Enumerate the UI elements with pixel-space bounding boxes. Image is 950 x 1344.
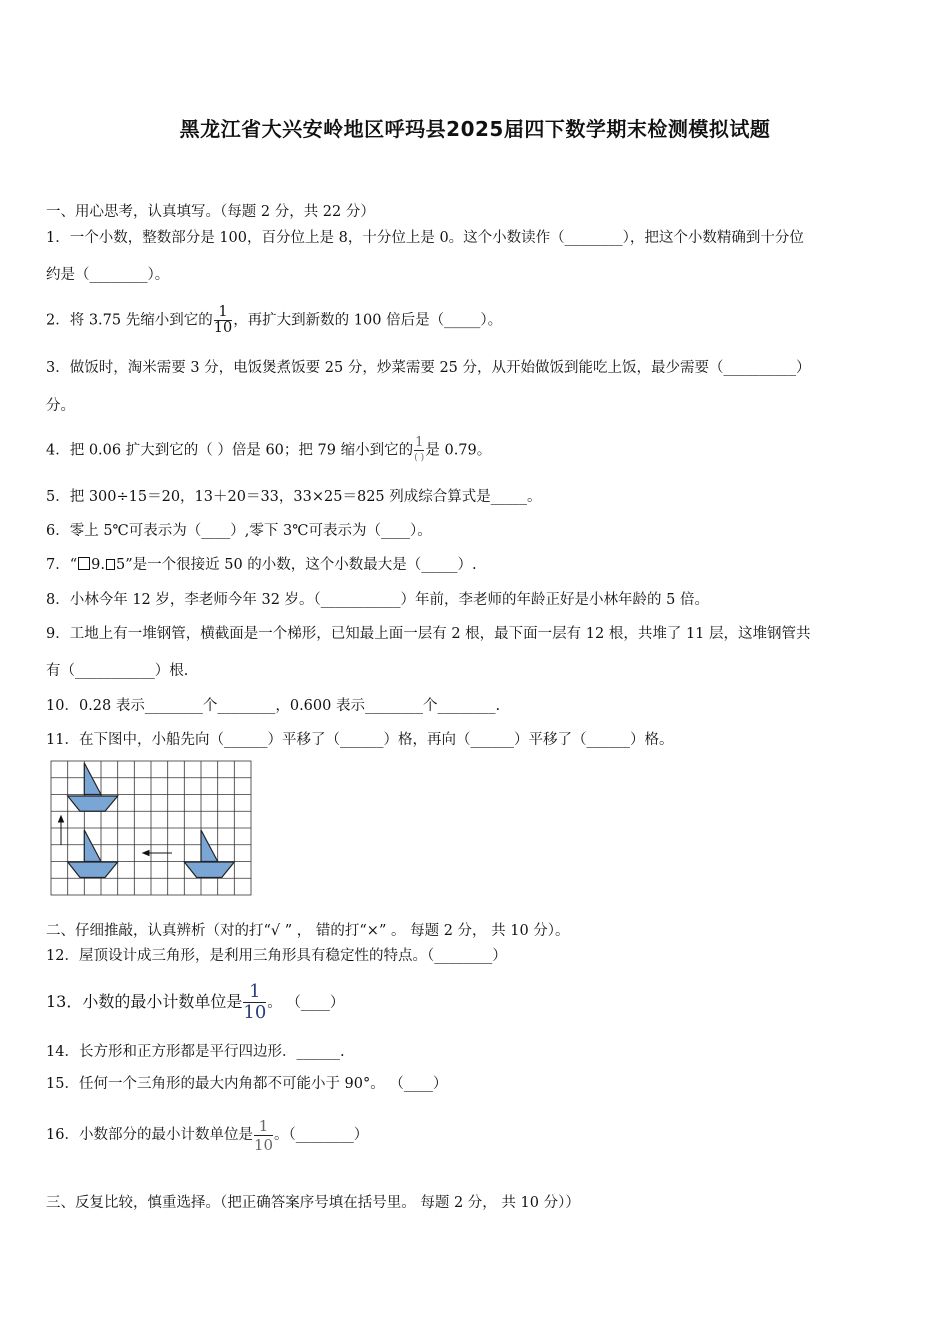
question-3-line2: 分。	[46, 398, 75, 414]
question-12: 12．屋顶设计成三角形，是利用三角形具有稳定性的特点。（________）	[46, 948, 507, 964]
question-3-line1: 3．做饭时，淘米需要 3 分，电饭煲煮饭要 25 分，炒菜需要 25 分，从开始做饭到能吃上饭，最少需要（__________）	[46, 360, 811, 376]
question-2-post: ，再扩大到新数的 100 倍后是（_____）。	[233, 312, 503, 329]
question-4	[46, 435, 491, 466]
question-4-pre: 4．把 0.06 扩大到它的（ ）倍是 60；把 79 缩小到它的	[46, 442, 414, 459]
question-15: 15．任何一个三角形的最大内角都不可能小于 90°。 （____）	[46, 1076, 448, 1092]
question-5: 5．把 300÷15＝20，13＋20＝33，33×25＝825 列成综合算式是_____。	[46, 489, 542, 505]
arrow-up-icon	[59, 816, 64, 845]
boat-top	[68, 763, 118, 811]
section1-heading: 一、用心思考，认真填写。（每题 2 分，共 22 分）	[46, 204, 375, 220]
question-16: 16．小数部分的最小计数单位是 $\frac{1}{10}$ 。（________）	[46, 1116, 369, 1154]
section2-heading: 二、仔细推敲，认真辨析（对的打“√ ” ， 错的打“×” 。 每题 2 分， 共 10 分）。	[46, 923, 570, 939]
question-6: 6．零上 5℃可表示为（____）,零下 3℃可表示为（____）。	[46, 523, 432, 539]
question-10: 10．0.28 表示________个________，0.600 表示________个________.	[46, 698, 501, 714]
question-2-pre: 2．将 3.75 先缩小到它的	[46, 312, 213, 329]
question-11: 11．在下图中，小船先向（______）平移了（______）格，再向（______）平移了（______）格。	[46, 732, 674, 748]
blank-box-icon	[106, 559, 115, 570]
fraction-one-tenth: $\frac{1}{10}$	[243, 981, 267, 1023]
question-14: 14．长方形和正方形都是平行四边形．______.	[46, 1044, 345, 1060]
question-9-line2: 有（___________）根.	[46, 663, 189, 679]
question-4-post: 是 0.79。	[425, 442, 492, 459]
boat-middle	[68, 830, 118, 878]
boat-translation-grid	[50, 760, 254, 898]
section3-heading: 三、反复比较，慎重选择。（把正确答案序号填在括号里。 每题 2 分， 共 10 分））	[46, 1195, 580, 1211]
fraction-one-tenth: $\frac{1}{10}$	[253, 1116, 274, 1154]
question-7: 7．“ 9. 5”是一个很接近 50 的小数，这个小数最大是（_____）.	[46, 557, 477, 573]
question-2	[46, 305, 502, 336]
fraction-blank-denominator: $\frac{1}{( )}$	[414, 435, 425, 463]
question-13: 13．小数的最小计数单位是 $\frac{1}{10}$ 。 （____）	[46, 981, 345, 1023]
question-8: 8．小林今年 12 岁，李老师今年 32 岁。（___________）年前，李老师的年龄正好是小林年龄的 5 倍。	[46, 592, 710, 608]
blank-box-icon	[78, 557, 90, 570]
page-title: 黑龙江省大兴安岭地区呼玛县2025届四下数学期末检测模拟试题	[179, 117, 771, 141]
boat-right	[184, 830, 234, 878]
question-1-line2: 约是（________）。	[46, 267, 170, 283]
question-9-line1: 9．工地上有一堆钢管，横截面是一个梯形，已知最上面一层有 2 根，最下面一层有 12 根，共堆了 11 层，这堆钢管共	[46, 626, 811, 642]
fraction-one-tenth: $\frac{1}{10}$	[213, 304, 233, 336]
question-1-line1: 1．一个小数，整数部分是 100，百分位上是 8，十分位上是 0。这个小数读作（________），把这个小数精确到十分位	[46, 230, 804, 246]
